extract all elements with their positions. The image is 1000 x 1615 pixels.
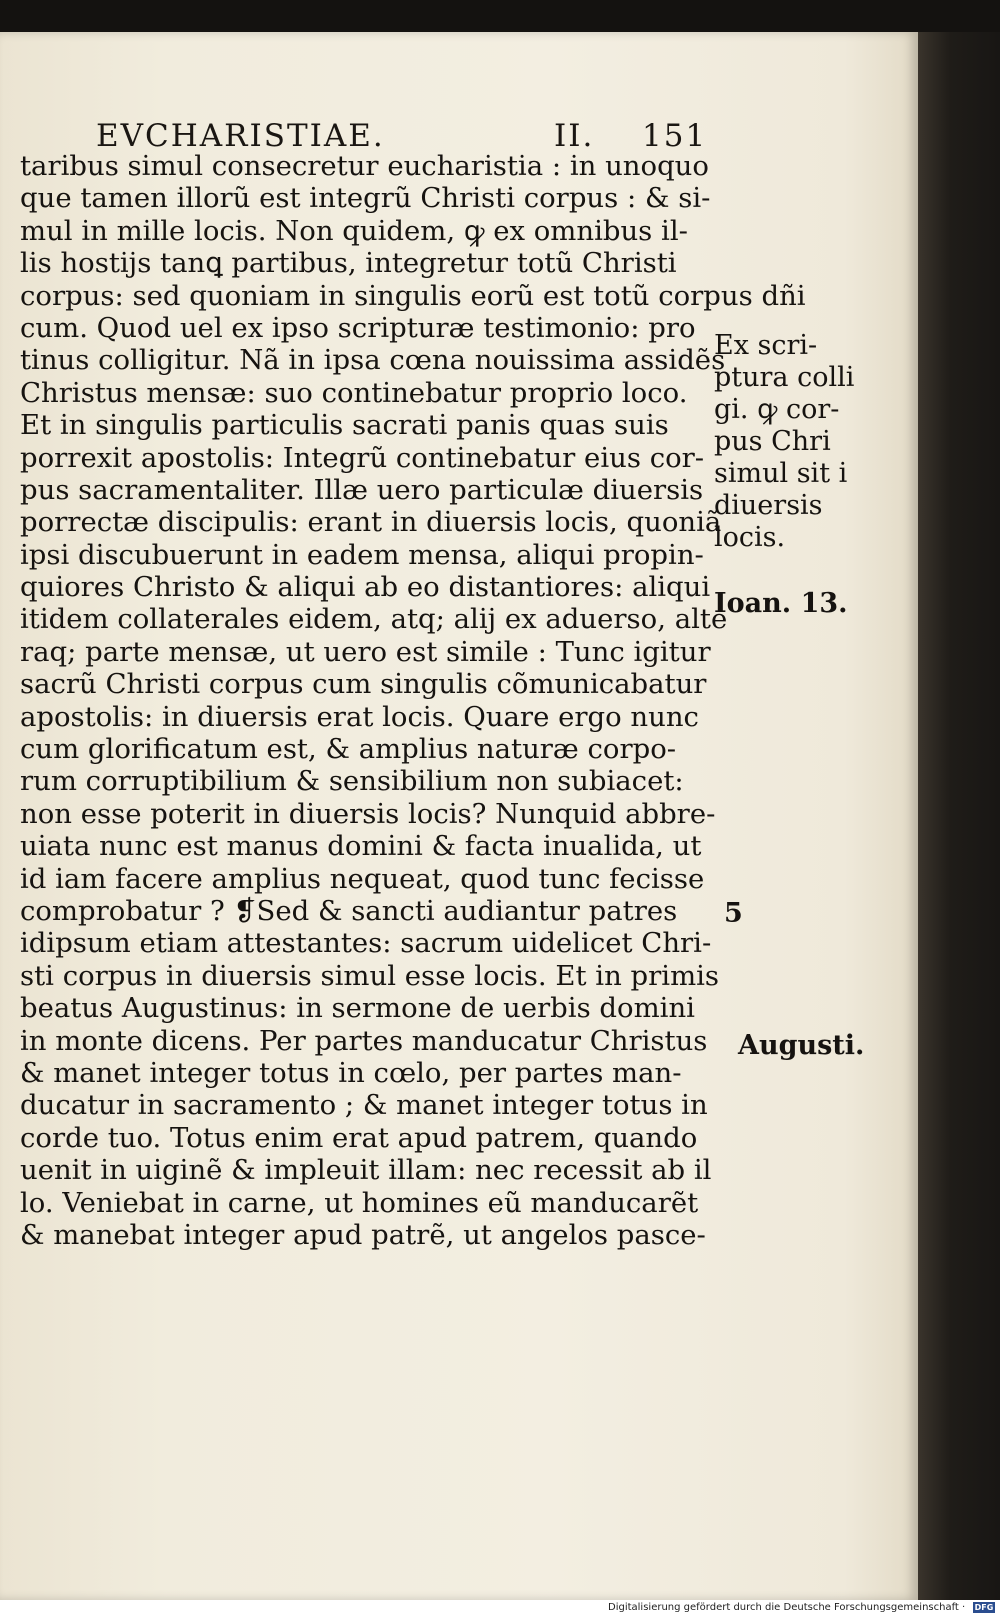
text-line: itidem collaterales eidem, atq; alij ex aduerso, alte [20,603,728,636]
text-line: sti corpus in diuersis simul esse locis. Et in primis [20,959,720,992]
text-line: id iam facere amplius nequeat, quod tunc fecisse [20,862,705,895]
text-line: raq; parte mensæ, ut uero est simile : Tunc igitur [20,635,711,668]
text-line: Christus mensæ: suo continebatur proprio loco. [20,376,688,409]
margin-note-line: locis. [714,522,786,553]
text-line: corpus: sed quoniam in singulis eorũ est totũ corpus dñi [20,279,806,312]
text-line: ducatur in sacramento ; & manet integer totus in [20,1089,708,1122]
page-number: 151 [642,118,708,154]
footer-bar [560,1600,1000,1615]
text-line: mul in mille locis. Non quidem, ꝙ ex omnibus il- [20,214,688,247]
margin-note-line: gi. ꝙ cor- [714,394,840,425]
margin-note-line: pus Chri [714,426,831,457]
margin-note-ioan: Ioan. 13. [714,588,848,619]
top-scan-border [0,0,1000,32]
text-line: non esse poterit in diuersis locis? Nunquid abbre- [20,797,716,830]
text-line: rum corruptibilium & sensibilium non subiacet: [20,765,684,798]
text-line: tinus colligitur. Nã in ipsa cœna nouissima assidẽs [20,344,726,377]
margin-note-line: diuersis [714,490,823,521]
text-line: in monte dicens. Per partes manducatur Christus [20,1024,708,1057]
text-line: idipsum etiam attestantes: sacrum uidelicet Chri- [20,927,712,960]
text-line: que tamen illorũ est integrũ Christi corpus : & si- [20,182,711,215]
text-line: ipsi discubuerunt in eadem mensa, aliqui propin- [20,538,704,571]
text-line: porrexit apostolis: Integrũ continebatur eius cor- [20,441,705,474]
text-line: taribus simul consecretur eucharistia : in unoquo [20,150,709,182]
margin-note-scriptura [714,330,854,554]
text-line: comprobatur ? ❡Sed & sancti audiantur patres [20,894,678,927]
page-edge-shadow [918,32,1000,1600]
dfg-logo: DFG [974,1603,994,1612]
text-line: cum. Quod uel ex ipso scripturæ testimonio: pro [20,311,696,344]
text-line: quiores Christo & aliqui ab eo distantiores: aliqui [20,571,711,604]
text-line: sacrũ Christi corpus cum singulis cõmunicabatur [20,668,707,701]
text-line: lo. Veniebat in carne, ut homines eũ manducarẽt [20,1186,699,1219]
text-line: pus sacramentaliter. Illæ uero particulæ diuersis [20,473,704,506]
footer-credit: Digitalisierung gefördert durch die Deutsche Forschungsgemeinschaft · [608,1602,966,1613]
running-head-numeral: II. [554,118,595,154]
running-head-title: EVCHARISTIAE. [96,118,385,154]
text-line: uiata nunc est manus domini & facta inualida, ut [20,830,702,863]
text-line: uenit in uiginẽ & impleuit illam: nec recessit ab il [20,1154,712,1187]
margin-note-line: Ex scri- [714,330,818,361]
text-line: & manebat integer apud patrẽ, ut angelos pasce- [20,1218,706,1251]
margin-note-augustinus: Augusti. [738,1030,865,1061]
text-line: apostolis: in diuersis erat locis. Quare ergo nunc [20,700,699,733]
margin-note-line: ptura colli [714,362,855,393]
text-line: lis hostijs tanꝗ partibus, integretur totũ Christi [20,247,677,280]
text-line: corde tuo. Totus enim erat apud patrem, quando [20,1121,698,1154]
text-line: & manet integer totus in cœlo, per partes man- [20,1056,682,1089]
text-line: Et in singulis particulis sacrati panis quas suis [20,409,669,442]
text-line: porrectæ discipulis: erant in diuersis locis, quoniã [20,506,722,539]
text-line: beatus Augustinus: in sermone de uerbis domini [20,992,695,1025]
text-line: cum glorificatum est, & amplius naturæ corpo- [20,733,677,766]
footer-background [0,1600,560,1615]
margin-note-number: 5 [724,898,743,929]
margin-note-line: simul sit i [714,458,848,489]
